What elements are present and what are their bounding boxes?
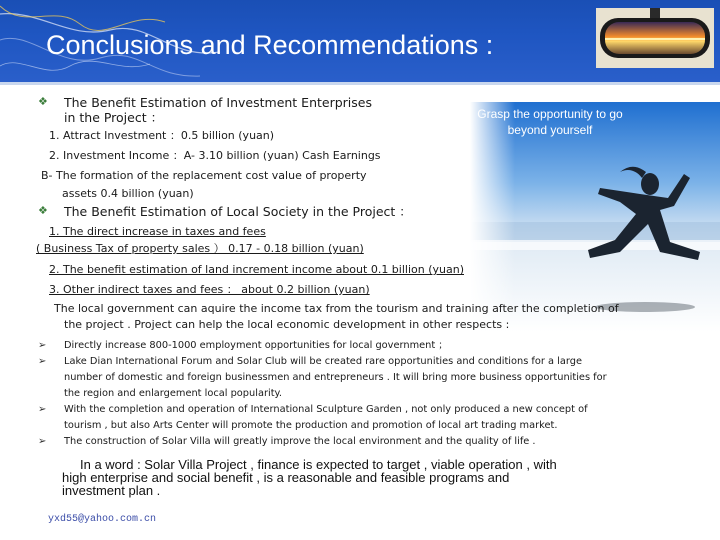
diamond-bullet-icon: ❖ <box>38 95 48 108</box>
section2-paragraph-line2: the project . Project can help the local economic development in other respects : <box>64 318 510 331</box>
photo-caption: Grasp the opportunity to go beyond yourself <box>477 107 623 137</box>
section1-heading-line2: in the Project ： <box>64 110 164 125</box>
bullet-solar-villa: The construction of Solar Villa will greatly improve the local environment and the quality of life . <box>64 436 536 447</box>
bullet-lake-dian-line3: the region and enlargement local popularity. <box>64 388 283 399</box>
summary-line1: In a word : Solar Villa Project , finance is expected to target , viable operation , with <box>80 457 557 472</box>
bullet-lake-dian-line2: number of domestic and foreign businessmen and entrepreneurs . It will bring more business opportunities for <box>64 372 607 383</box>
bullet-sculpture-line2: tourism , but also Arts Center will promote the production and promotion of local art trading market. <box>64 420 558 431</box>
section1-heading-line1: The Benefit Estimation of Investment Enterprises <box>64 95 372 110</box>
section2-paragraph-line1: The local government can aquire the income tax from the tourism and training after the completion of <box>54 302 619 315</box>
section1-item-replacement-cost-cont: assets 0.4 billion (yuan) <box>62 187 194 200</box>
section2-heading: The Benefit Estimation of Local Society in the Project ： <box>64 204 412 219</box>
slide-header <box>0 0 720 82</box>
contact-email[interactable]: yxd55@yahoo.com.cn <box>48 514 157 525</box>
sunset-mirror-image <box>596 8 714 68</box>
bullet-lake-dian-line1: Lake Dian International Forum and Solar Club will be created rare opportunities and conditions for a large <box>64 356 582 367</box>
section2-item-direct-taxes: 1. The direct increase in taxes and fees <box>49 225 266 238</box>
bullet-employment: Directly increase 800-1000 employment opportunities for local government ； <box>64 340 449 351</box>
section1-item-attract-investment: 1. Attract Investment ：0.5 billion (yuan) <box>49 129 275 142</box>
section1-item-investment-income: 2. Investment Income ：A- 3.10 billion (yuan) Cash Earnings <box>49 149 381 162</box>
arrow-bullet-icon: ➢ <box>38 340 47 351</box>
summary-line3: investment plan . <box>62 483 161 498</box>
arrow-bullet-icon: ➢ <box>38 436 47 447</box>
section2-item-land-increment: 2. The benefit estimation of land increment income about 0.1 billion (yuan) <box>49 263 464 276</box>
arrow-bullet-icon: ➢ <box>38 356 47 367</box>
section1-item-replacement-cost: B- The formation of the replacement cost value of property <box>41 169 367 182</box>
beach-runner-photo <box>470 102 720 332</box>
header-divider <box>0 82 720 85</box>
section2-item-business-tax: ( Business Tax of property sales ） 0.17 - 0.18 billion (yuan) <box>36 242 364 255</box>
bullet-sculpture-line1: With the completion and operation of International Sculpture Garden , not only produced a new concept of <box>64 404 588 415</box>
arrow-bullet-icon: ➢ <box>38 404 47 415</box>
summary-paragraph <box>62 458 682 497</box>
summary-line2: high enterprise and social benefit , is a reasonable and feasible programs and <box>62 470 510 485</box>
slide-title: Conclusions and Recommendations : <box>46 30 494 60</box>
diamond-bullet-icon: ❖ <box>38 204 48 217</box>
section2-item-indirect-taxes: 3. Other indirect taxes and fees ： about 0.2 billion (yuan) <box>49 283 370 296</box>
